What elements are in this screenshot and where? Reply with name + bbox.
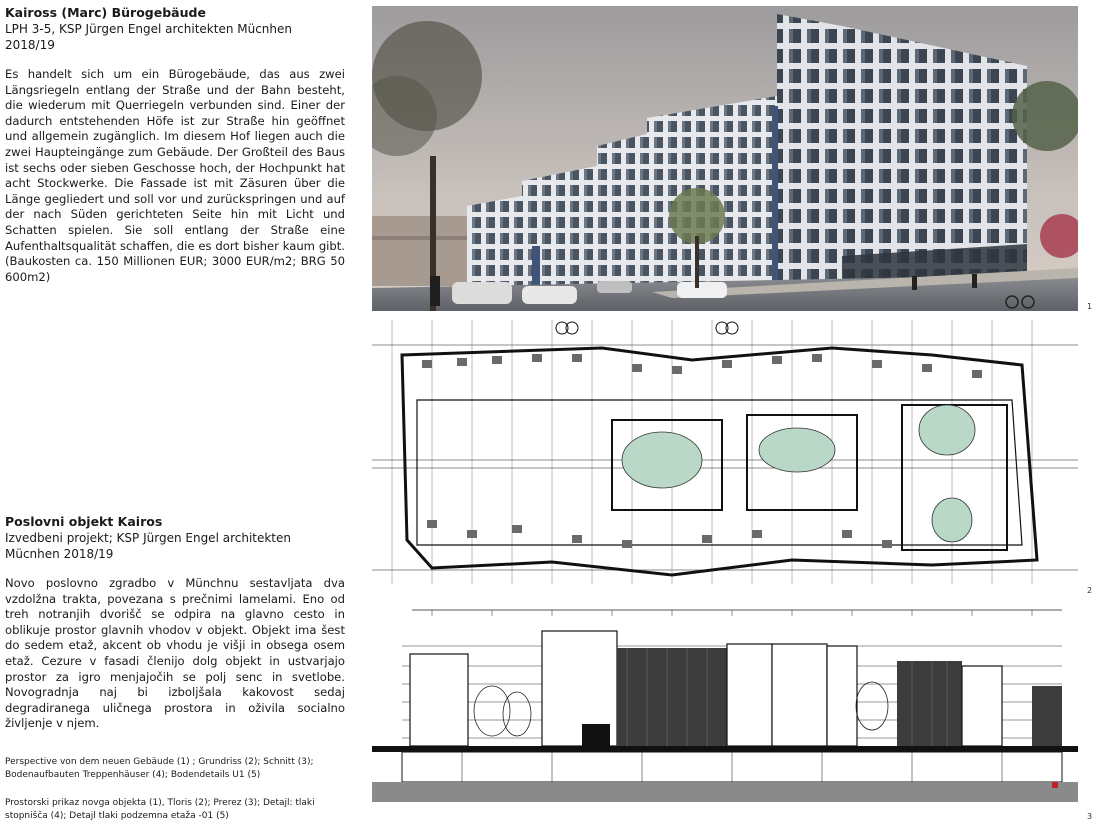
figure-number-2: 2 <box>1087 586 1093 595</box>
german-body: Es handelt sich um ein Bürogebäude, das aus zwei Längsriegeln entlang der Straße und der Bahn besteht, die wiederum mit Querriegeln verbunden sind. Einer der dadurch entstehenden Höfe ist zur Straße hin geöffnet und allgemein zugänglich. Im diesem Hof liegen auch die zwei Haupteingänge zum Gebäude. Der Großteil des Baus ist sechs oder sieben Geschosse hoch, der Hochpunkt hat acht Stockwerke. Die Fassade ist mit Zäsuren über die Länge gegliedert und soll vor und zurückspringen und auf der nach Süden gerichteten Seite hin mit Licht und Schatten spielen. Sie soll entlang der Straße eine Aufenthaltsqualität schaffen, die es dort bisher kaum gibt. (Baukosten ca. 150 Millionen EUR; 3000 EUR/m2; BRG 50 600m2) <box>5 67 345 284</box>
section-drawing <box>372 606 1078 820</box>
slovenian-title: Poslovni objekt Kairos <box>5 514 163 529</box>
figure-number-3: 3 <box>1087 812 1093 821</box>
slovenian-subtitle: Izvedbeni projekt; KSP Jürgen Engel architekten Mücnhen 2018/19 <box>5 531 292 561</box>
caption-german: Perspective von dem neuen Gebäude (1) ; Grundriss (2); Schnitt (3); Bodenaufbauten Treppenhäuser (4); Bodendetails U1 (5) <box>5 757 314 780</box>
figure-captions <box>5 756 347 823</box>
slovenian-body: Novo poslovno zgradbo v Münchnu sestavljata dva vzdolžna trakta, povezana s prečnimi lamelami. Eno od treh notranjih dvorišč se odpira na glavno cesto in oblikuje prostor glavnih vhodov v objekt. Objekt ima šest do sedem etaž, akcent ob vhodu je višji in obsega osem etaž. Cezure v fasadi členijo dolg objekt in ustvarjajo prostor za igro menjajočih se polj senc in svetlobe. Novogradnja naj bi izboljšala kakovost sedaj degradiranega uličnega prostora in oživila socialno življenje v njem. <box>5 576 345 731</box>
slovenian-text-block <box>5 514 345 732</box>
floor-plan-drawing <box>372 320 1078 584</box>
german-subtitle: LPH 3-5, KSP Jürgen Engel architekten Mücnhen 2018/19 <box>5 22 293 52</box>
perspective-rendering <box>372 6 1078 311</box>
section-drawing-image <box>372 606 1078 820</box>
german-title: Kaiross (Marc) Bürogebäude <box>5 5 206 20</box>
german-text-block <box>5 5 345 285</box>
floor-plan <box>372 320 1078 584</box>
figure-number-1: 1 <box>1087 302 1093 311</box>
caption-slovenian: Prostorski prikaz novga objekta (1), Tloris (2); Prerez (3); Detajl: tlaki stopnišča (4); Detajl tlaki podzemna etaža -01 (5) <box>5 798 315 821</box>
perspective-rendering-image <box>372 6 1078 311</box>
